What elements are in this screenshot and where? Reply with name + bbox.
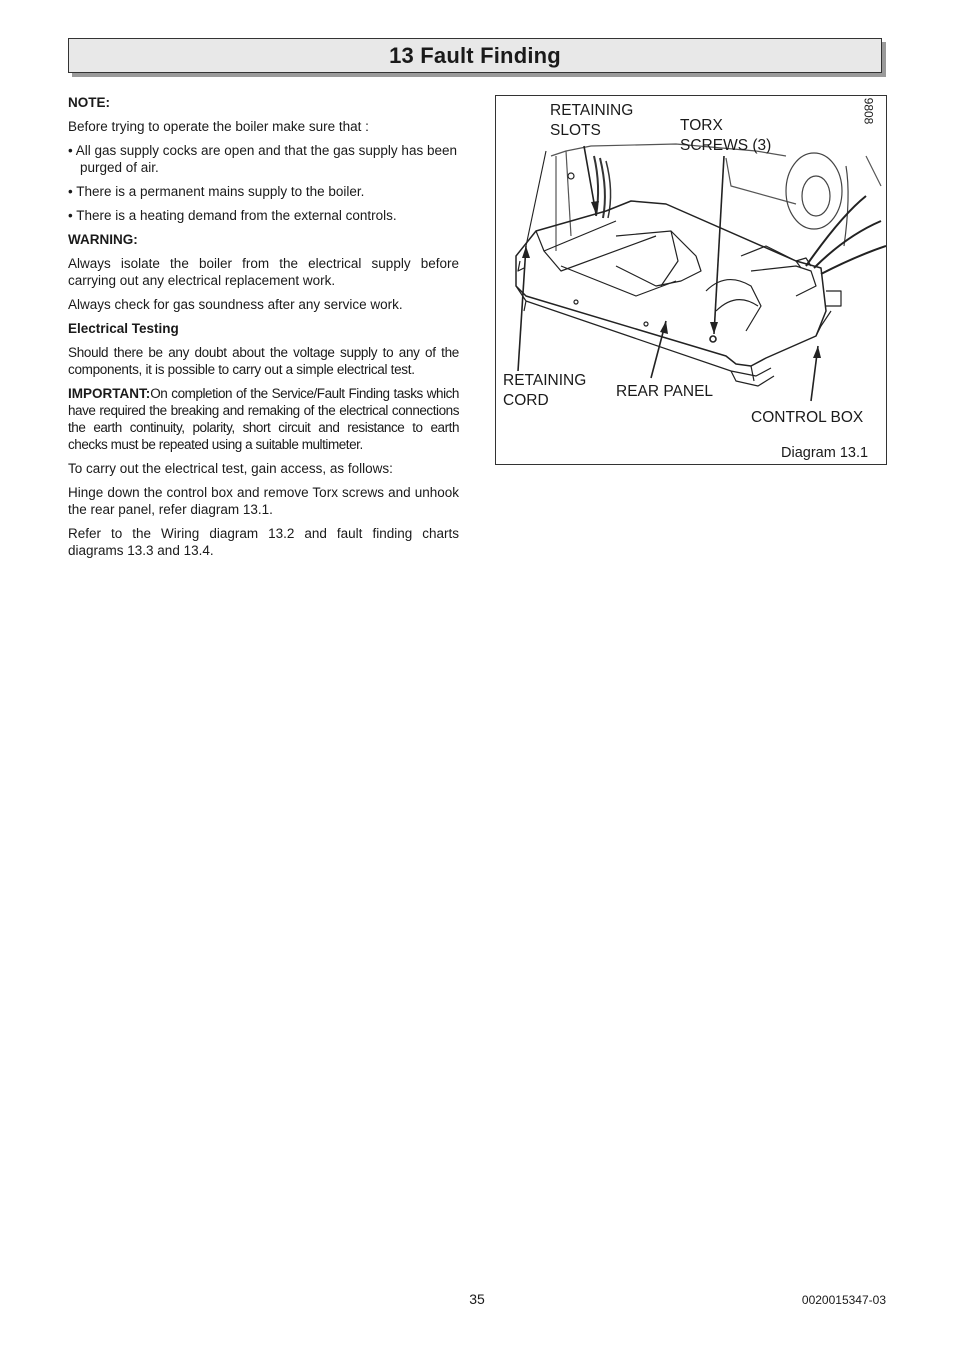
label-rear-panel: REAR PANEL: [616, 383, 714, 400]
bullet-gas-cocks: • All gas supply cocks are open and that the gas supply has been purged of air.: [68, 143, 457, 175]
important-label: IMPORTANT:: [68, 386, 151, 401]
refer-text: Refer to the Wiring diagram 13.2 and fault finding charts diagrams 13.3 and 13.4.: [68, 526, 459, 558]
figure-number: 9808: [861, 97, 876, 125]
important-paragraph: [68, 385, 459, 453]
page-title: 13 Fault Finding: [389, 42, 561, 68]
section-title-bar: [68, 38, 882, 73]
bullet-heating-demand: • There is a heating demand from the external controls.: [68, 208, 397, 223]
label-control-box: CONTROL BOX: [751, 409, 864, 426]
note-heading: NOTE:: [68, 95, 110, 110]
bullet-mains-supply: • There is a permanent mains supply to the boiler.: [68, 184, 365, 199]
diagram-caption: Diagram 13.1: [781, 445, 869, 461]
document-code: 0020015347-03: [801, 1293, 886, 1307]
electrical-testing-text: Should there be any doubt about the voltage supply to any of the components, it is possible to carry out a simple electrical test.: [68, 345, 459, 377]
warning-text-gas-soundness: Always check for gas soundness after any service work.: [68, 297, 403, 312]
label-retaining-slots: RETAINING SLOTS: [550, 102, 634, 139]
label-torx-screws: TORX SCREWS (3): [680, 117, 772, 154]
warning-text-isolate: Always isolate the boiler from the electrical supply before carrying out any electrical replacement work.: [68, 256, 459, 288]
label-retaining-cord: RETAINING CORD: [503, 372, 587, 409]
electrical-testing-heading: Electrical Testing: [68, 321, 179, 336]
note-intro: Before trying to operate the boiler make sure that :: [68, 119, 369, 134]
warning-heading: WARNING:: [68, 232, 138, 247]
page-number: 35: [469, 1291, 485, 1307]
text-column: [68, 94, 459, 566]
important-text: On completion of the Service/Fault Finding tasks which have required the breaking and remaking of the electrical connections the earth continuity, polarity, short circuit and resistance to earth checks must be repeated using a suitable multimeter.: [68, 386, 459, 452]
arrowheads: [522, 201, 821, 358]
diagram-13-1: [495, 95, 887, 465]
hinge-text: Hinge down the control box and remove Torx screws and unhook the rear panel, refer diagram 13.1.: [68, 485, 459, 517]
access-text: To carry out the electrical test, gain access, as follows:: [68, 461, 393, 476]
